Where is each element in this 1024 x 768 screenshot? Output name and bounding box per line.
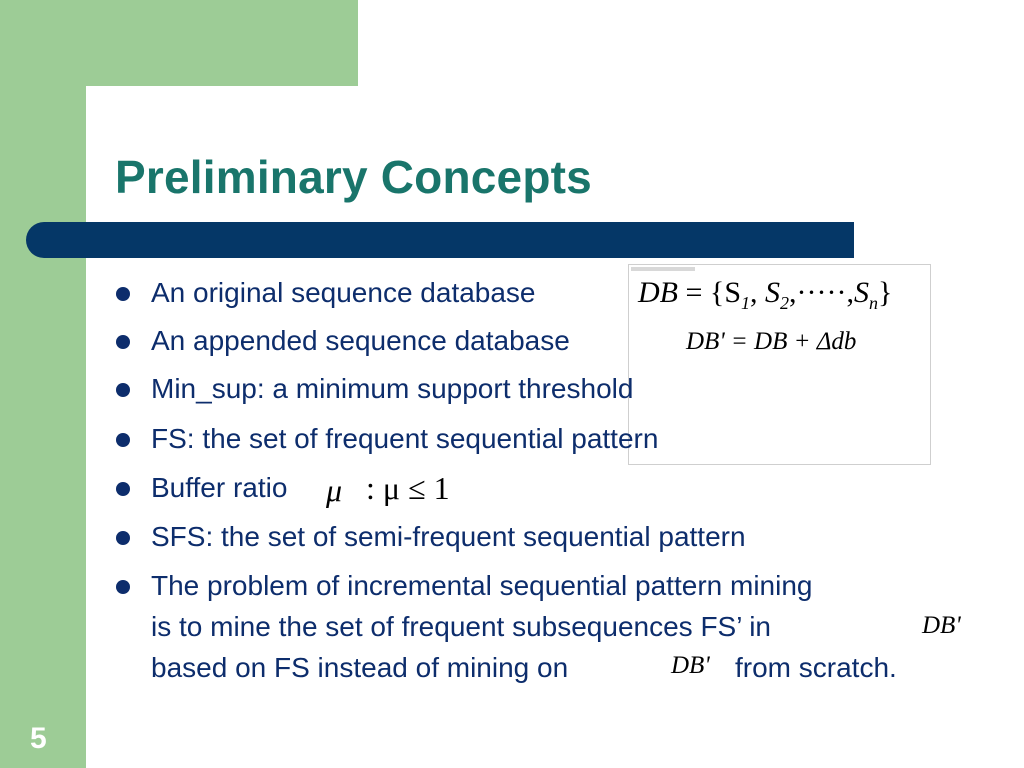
mu-symbol: μ: [326, 472, 343, 508]
db-prime-inline-1: DB': [922, 612, 961, 639]
bullet-dot: [116, 335, 130, 349]
db-prime-formula: DB' = DB + Δdb: [686, 328, 857, 355]
bullet-problem-line1: The problem of incremental sequential pattern mining: [151, 570, 813, 601]
bullet-dot: [116, 287, 130, 301]
bullet-original-db: An original sequence database: [151, 277, 536, 308]
bullet-fs: FS: the set of frequent sequential pattern: [151, 423, 659, 454]
bullet-appended-db: An appended sequence database: [151, 325, 570, 356]
bullet-dot: [116, 482, 130, 496]
bullet-sfs: SFS: the set of semi-frequent sequential pattern: [151, 521, 746, 552]
bullet-problem-line2: [151, 608, 771, 646]
bullet-buffer-ratio: Buffer ratio: [151, 472, 288, 503]
problem-line2-text: is to mine the set of frequent subsequences FS: [151, 611, 737, 642]
db-def-dots: ,·····,: [789, 276, 854, 309]
db-definition-formula: DB = {$S_1$, $S_2,\cdot\cdot\cdot\cdot\cdot,S_n$}: [638, 276, 893, 313]
formula-box-caption: [631, 267, 695, 271]
db-def-close: }: [877, 276, 893, 309]
slide-title: Preliminary Concepts: [115, 151, 592, 203]
bullet-min-sup: Min_sup: a minimum support threshold: [151, 373, 634, 404]
db-def-sub1: 1: [741, 293, 751, 313]
mu-condition: : μ ≤ 1: [366, 470, 450, 506]
page-number: 5: [30, 722, 47, 755]
bullet-problem-line3b: from scratch.: [735, 652, 897, 683]
bullet-dot: [116, 383, 130, 397]
title-underline-bar: [26, 222, 854, 258]
problem-line2-prime: ’ in: [736, 611, 771, 642]
db-prime-inline-2: DB': [671, 652, 710, 679]
bullet-problem-line3a: based on FS instead of mining on: [151, 652, 569, 683]
db-def-subn: n: [868, 293, 878, 313]
top-green-block: [0, 0, 358, 86]
bullet-dot: [116, 531, 130, 545]
db-def-open: = {S: [685, 276, 742, 309]
bullet-dot: [116, 580, 130, 594]
bullet-dot: [116, 433, 130, 447]
db-symbol: DB: [638, 276, 678, 309]
db-def-sub2: 2: [780, 293, 790, 313]
left-green-band: [0, 0, 86, 768]
db-def-s2: S: [765, 276, 781, 309]
db-def-sn: S: [853, 276, 869, 309]
